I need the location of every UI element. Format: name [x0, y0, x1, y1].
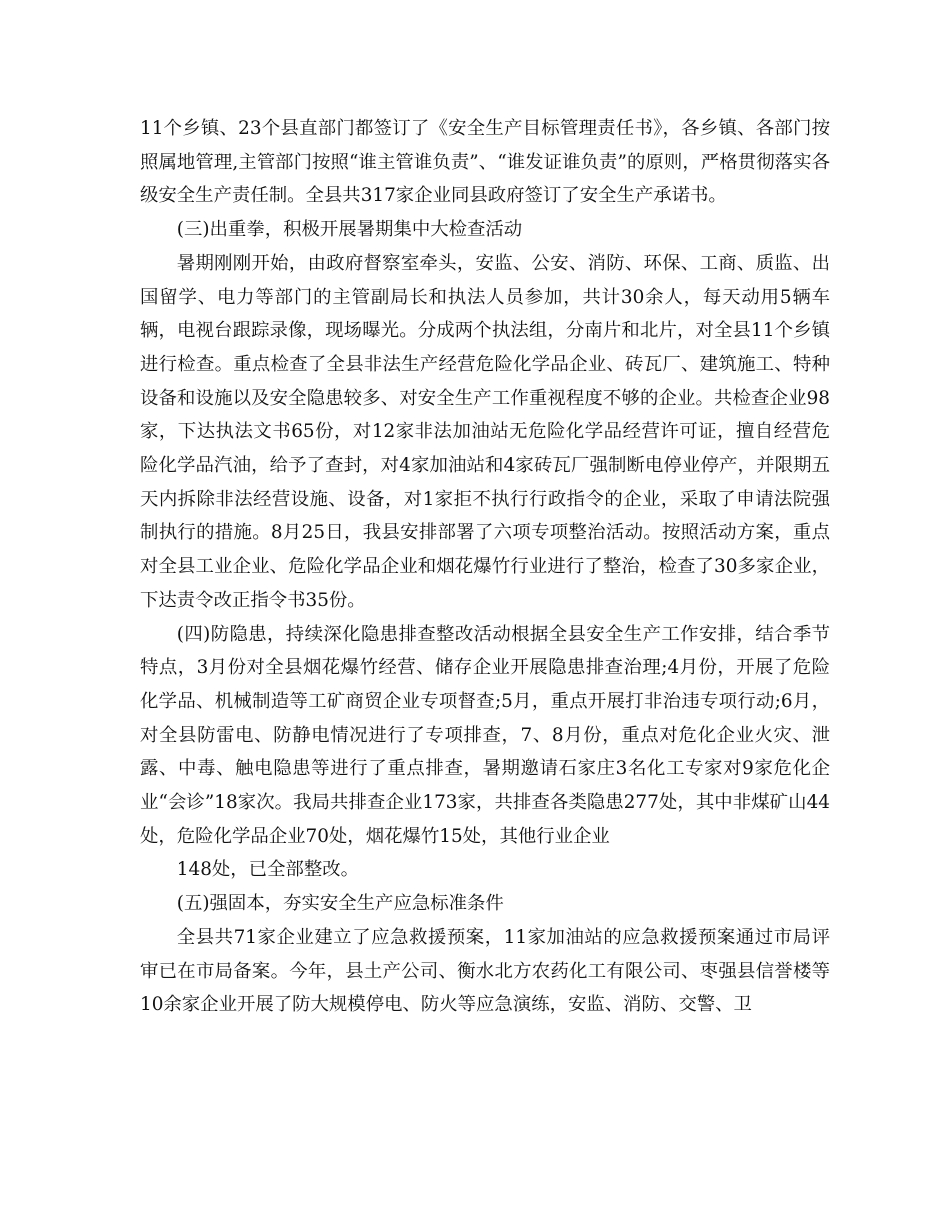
section-heading-4-paragraph: (四)防隐患，持续深化隐患排查整改活动根据全县安全生产工作安排，结合季节特点，3月份对全县烟花爆竹经营、储存企业开展隐患排查治理;4月份，开展了危险化学品、机械制造等工矿商贸企业专项督查;5月，重点开展打非治违专项行动;6月，对全县防雷电、防静电情况进行了专项排查，7、8月份，重点对危化企业火灾、泄露、中毒、触电隐患等进行了重点排查，暑期邀请石家庄3名化工专家对9家危化企业“会诊”18家次。我局共排查企业173家，共排查各类隐患277处，其中非煤矿山44处，危险化学品企业70处，烟花爆竹15处，其他行业企业: [140, 623, 830, 847]
paragraph-rectification-total: 148处，已全部整改。: [176, 859, 360, 881]
paragraph-responsibility-contracts: 11个乡镇、23个县直部门都签订了《安全生产目标管理责任书》，各乡镇、各部门按照属地管理,主管部门按照“谁主管谁负责”、“谁发证谁负责”的原则，严格贯彻落实各级安全生产责任制。全县共317家企业同县政府签订了安全生产承诺书。: [140, 118, 830, 207]
section-heading-5: (五)强固本，夯实安全生产应急标准条件: [176, 893, 504, 915]
document-body: [140, 112, 830, 1022]
section-heading-3: (三)出重拳，积极开展暑期集中大检查活动: [176, 219, 523, 241]
paragraph-emergency-plans: 全县共71家企业建立了应急救援预案，11家加油站的应急救援预案通过市局评审已在市局备案。今年，县土产公司、衡水北方农药化工有限公司、枣强县信誉楼等10余家企业开展了防大规模停电、防火等应急演练，安监、消防、交警、卫: [140, 926, 830, 1016]
paragraph-summer-inspection: 暑期刚刚开始，由政府督察室牵头，安监、公安、消防、环保、工商、质监、出国留学、电力等部门的主管副局长和执法人员参加，共计30余人，每天动用5辆车辆，电视台跟踪录像，现场曝光。分成两个执法组，分南片和北片，对全县11个乡镇进行检查。重点检查了全县非法生产经营危险化学品企业、砖瓦厂、建筑施工、特种设备和设施以及安全隐患较多、对安全生产工作重视程度不够的企业。共检查企业98家，下达执法文书65份，对12家非法加油站无危险化学品经营许可证，擅自经营危险化学品汽油，给予了查封，对4家加油站和4家砖瓦厂强制断电停业停产，并限期五天内拆除非法经营设施、设备，对1家拒不执行行政指令的企业，采取了申请法院强制执行的措施。8月25日，我县安排部署了六项专项整治活动。按照活动方案，重点对全县工业企业、危险化学品企业和烟花爆竹行业进行了整治，检查了30多家企业，下达责令改正指令书35份。: [140, 252, 830, 611]
